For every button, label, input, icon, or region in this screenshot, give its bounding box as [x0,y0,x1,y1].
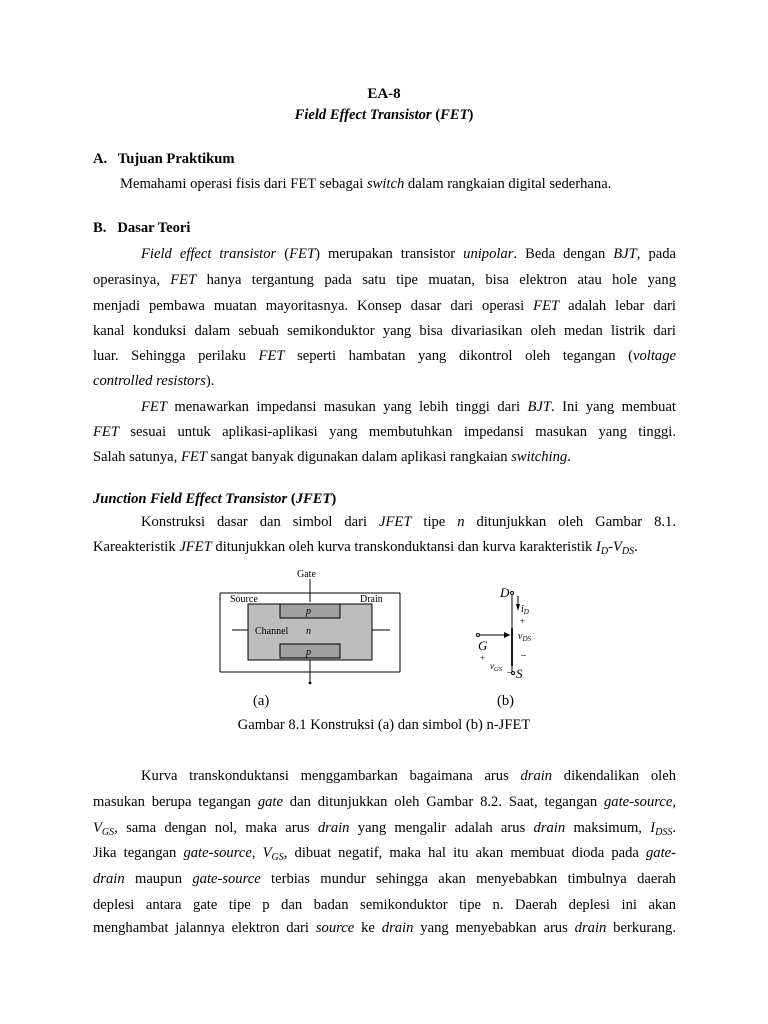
channel-label: Channel [255,626,289,637]
plus-gs: + [480,653,486,663]
vds-label: $v_{DS}$ [518,631,532,643]
minus-ds: – [521,650,526,661]
figure-a-label: (a) [253,693,270,709]
para3-line5: drain maupun gate-source terbias mundur sehingga akan menyebabkan timbulnya daerah [93,871,676,887]
p-top-label: p [306,606,311,617]
doc-code-title: EA-8 [367,86,401,102]
gate-g-label: G [478,638,488,653]
drain-terminal [511,592,514,595]
id-label: $i_D$ [521,604,529,616]
source-terminal [512,672,515,675]
para1-line1: Field effect transistor (FET) merupakan transistor unipolar. Beda dengan BJT, pada [141,246,676,262]
gate-arrow-icon [504,632,510,638]
source-s-label: S [516,666,523,681]
minus-gs: – [507,667,512,678]
para1-line4: kanal konduksi dalam sebuah semikonduktor yang bisa divariasikan oleh medan listrik dari [93,323,676,339]
source-label: Source [230,594,258,605]
jfet-line2: Kareakteristik JFET ditunjukkan oleh kurva transkonduktansi dan kurva karakteristik $I_D-V_{DS}$. [93,539,638,557]
drain-d-label: D [500,585,510,600]
plus-ds: + [520,616,526,626]
para2-line1: FET menawarkan impedansi masukan yang lebih tinggi dari BJT. Ini yang membuat [141,399,676,415]
para3-line6: deplesi antara gate tipe p dan badan semikonduktor tipe n. Daerah deplesi ini akan [93,897,676,913]
para3-line3: $V_{GS}$, sama dengan nol, maka arus drain yang mengalir adalah arus drain maksimum, $I_{DSS}$. [93,820,676,838]
para1-line2: operasinya, FET hanya tergantung pada satu tipe muatan, bisa elektron atau hole yang [93,272,676,288]
para1-line3: menjadi pembawa muatan mayoritasnya. Konsep dasar dari operasi FET adalah lebar dari [93,298,676,314]
gate-terminal [309,682,312,685]
para3-line1: Kurva transkonduktansi menggambarkan bagaimana arus drain dikendalikan oleh [141,768,676,784]
para3-line4: Jika tegangan gate-source, $V_{GS}$, dibuat negatif, maka hal itu akan membuat dioda pada gate- [93,845,676,863]
drain-label: Drain [360,594,383,605]
para1-line6: controlled resistors). [93,373,215,389]
gate-terminal-b [477,634,480,637]
gate-label: Gate [297,569,316,580]
para2-line3: Salah satunya, FET sangat banyak digunakan dalam aplikasi rangkaian switching. [93,449,571,465]
para2-line2: FET sesuai untuk aplikasi-aplikasi yang membutuhkan impedansi masukan yang tinggi. [93,424,676,440]
jfet-construction-figure [210,562,410,690]
jfet-line1: Konstruksi dasar dan simbol dari JFET tipe n ditunjukkan oleh Gambar 8.1. [141,514,676,530]
section-b-heading: B. Dasar Teori [93,220,191,236]
doc-subtitle: Field Effect Transistor (FET) [294,107,474,123]
section-a-heading: A. Tujuan Praktikum [93,151,235,167]
jfet-heading: Junction Field Effect Transistor (JFET) [93,491,337,507]
para3-line2: masukan berupa tegangan gate dan ditunjukkan oleh Gambar 8.2. Saat, tegangan gate-source, [93,794,677,810]
vgs-label: $v_{GS}$ [490,661,502,673]
n-label: n [306,626,311,637]
section-a-text: Memahami operasi fisis dari FET sebagai switch dalam rangkaian digital sederhana. [120,176,612,192]
figure-b-label: (b) [497,693,515,709]
para1-line5: luar. Sehingga perilaku FET seperti hambatan yang dikontrol oleh tegangan (voltage [93,348,676,364]
njfet-symbol-figure [470,582,550,682]
figure-caption: Gambar 8.1 Konstruksi (a) dan simbol (b) n-JFET [237,717,531,733]
p-bottom-label: p [306,647,311,658]
para3-line7: menghambat jalannya elektron dari source ke drain yang menyebabkan arus drain berkurang. [93,920,676,936]
